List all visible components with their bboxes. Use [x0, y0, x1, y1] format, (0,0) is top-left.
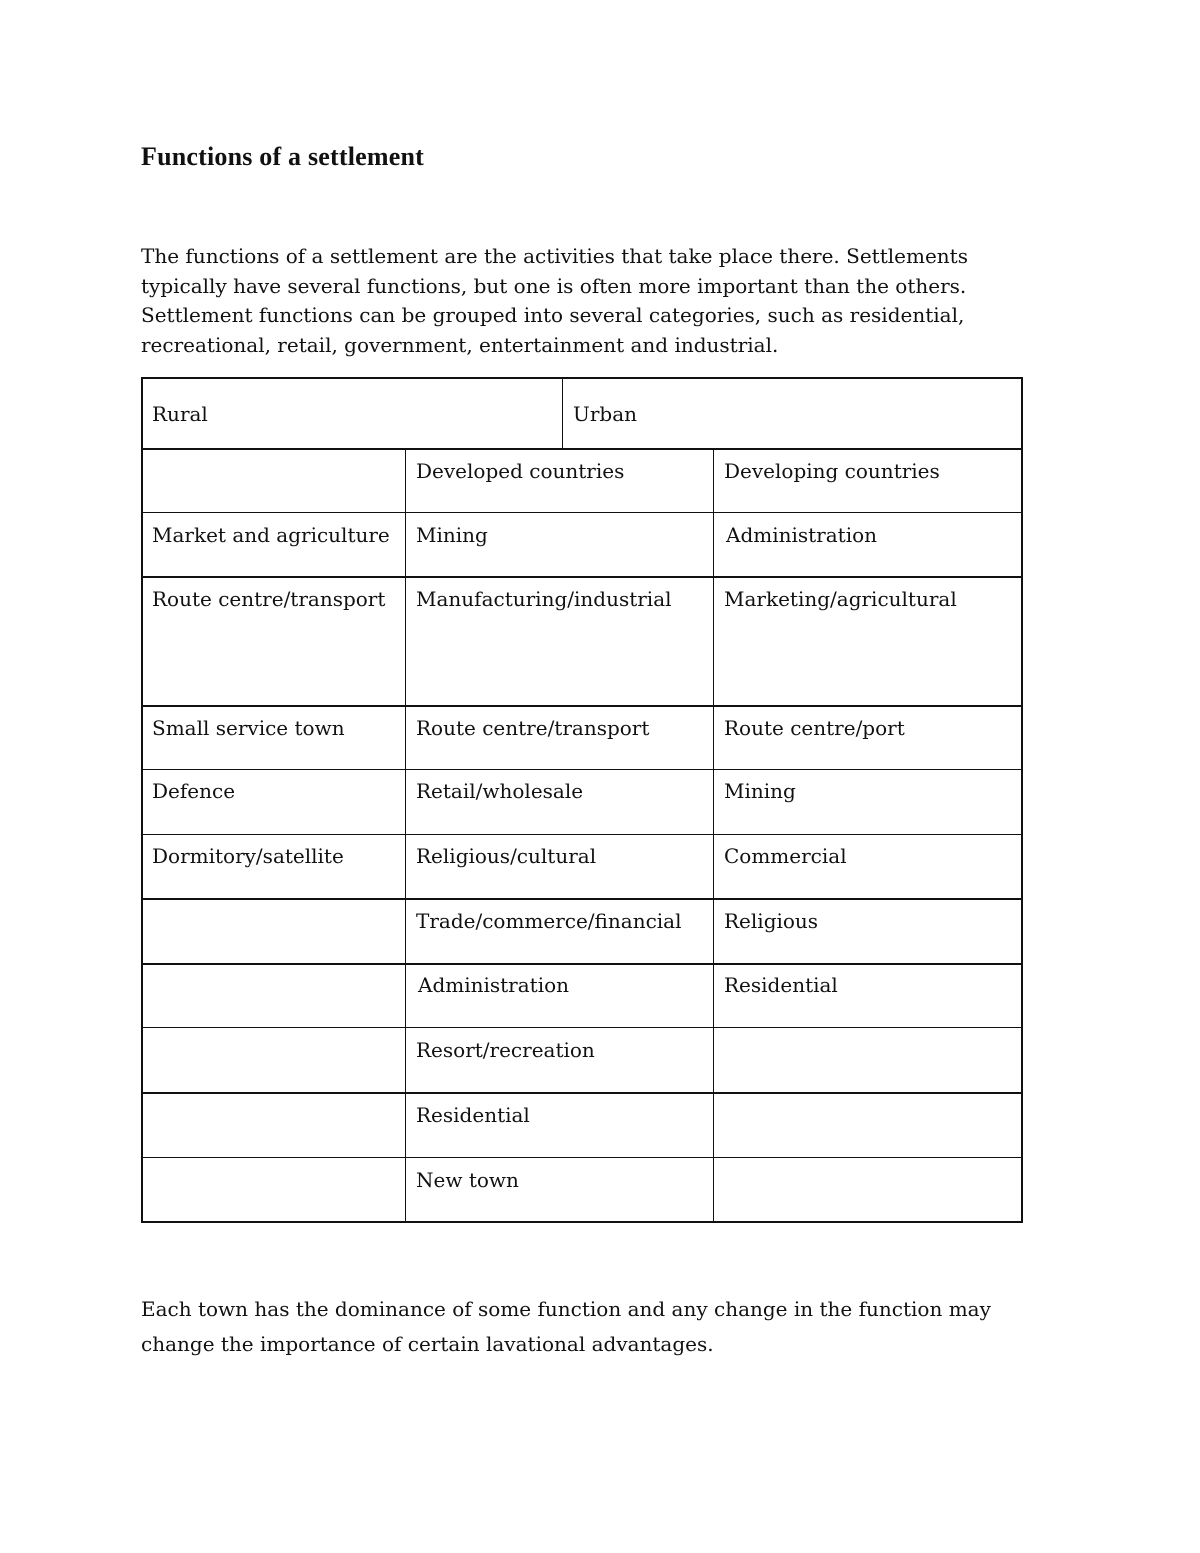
table-rule — [141, 834, 1023, 835]
table-divider-col2 — [713, 449, 714, 1223]
intro-line: The functions of a settlement are the activities that take place there. Settlements — [141, 244, 968, 268]
table-border-left — [141, 377, 143, 1223]
cell-developed: New town — [416, 1168, 519, 1192]
cell-rural: Route centre/transport — [152, 587, 386, 611]
intro-line: typically have several functions, but one is often more important than the others. — [141, 273, 967, 298]
table-border-top — [141, 377, 1023, 379]
cell-developed: Religious/cultural — [416, 844, 597, 868]
cell-developed: Manufacturing/industrial — [416, 587, 672, 611]
header-urban: Urban — [573, 402, 638, 426]
table-border-bottom — [141, 1221, 1023, 1223]
document-title: Functions of a settlement — [141, 142, 425, 171]
table-divider-header — [562, 377, 563, 449]
table-rule — [141, 963, 1023, 965]
table-rule — [141, 448, 1023, 450]
cell-rural: Market and agriculture — [152, 523, 390, 547]
table-rule — [141, 1157, 1023, 1158]
cell-developed: Mining — [416, 523, 488, 547]
closing-line: Each town has the dominance of some function and any change in the function may — [141, 1297, 991, 1321]
cell-developing: Mining — [724, 779, 796, 803]
cell-rural: Small service town — [152, 716, 345, 740]
subheader-developed: Developed countries — [416, 459, 625, 483]
subheader-developing: Developing countries — [724, 459, 940, 483]
cell-developed: Resort/recreation — [416, 1038, 595, 1062]
intro-line: Settlement functions can be grouped into several categories, such as residential, — [141, 303, 965, 327]
table-rule — [141, 1092, 1023, 1094]
intro-line: recreational, retail, government, entertainment and industrial. — [141, 332, 779, 357]
table-rule — [141, 576, 1023, 578]
table-rule — [141, 769, 1023, 770]
closing-line: change the importance of certain lavational advantages. — [141, 1332, 714, 1356]
cell-developing: Residential — [724, 973, 838, 997]
cell-developing: Administration — [726, 523, 878, 547]
table-divider-col1 — [405, 449, 406, 1223]
cell-developing: Religious — [724, 909, 819, 933]
cell-rural: Defence — [152, 779, 236, 803]
cell-developed: Administration — [418, 973, 570, 997]
header-rural: Rural — [152, 402, 208, 426]
cell-developed: Residential — [416, 1103, 530, 1127]
cell-developed: Trade/commerce/financial — [416, 909, 682, 933]
cell-rural: Dormitory/satellite — [152, 844, 344, 868]
table-rule — [141, 512, 1023, 513]
cell-developing: Commercial — [724, 844, 847, 868]
intro-paragraph — [141, 242, 1021, 360]
cell-developing: Marketing/agricultural — [724, 587, 957, 611]
table-border-right — [1021, 377, 1023, 1223]
table-rule — [141, 1027, 1023, 1028]
table-rule — [141, 705, 1023, 707]
cell-developing: Route centre/port — [724, 716, 905, 740]
table-rule — [141, 898, 1023, 900]
closing-paragraph — [141, 1292, 1041, 1362]
cell-developed: Route centre/transport — [416, 716, 650, 740]
cell-developed: Retail/wholesale — [416, 779, 584, 803]
functions-table — [141, 377, 1023, 1223]
